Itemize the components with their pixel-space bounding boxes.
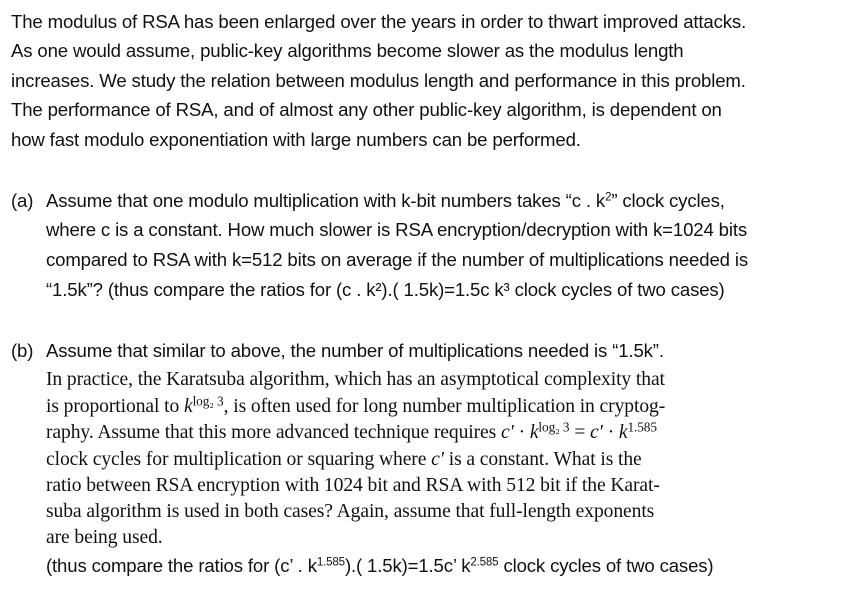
intro-line-3: increases. We study the relation between modulus length and performance in this problem. bbox=[11, 70, 746, 91]
serif-line-3-text: raphy. Assume that this more advanced technique requires bbox=[46, 422, 501, 443]
part-b-last-line bbox=[46, 557, 713, 576]
part-b-serif-line-1: In practice, the Karatsuba algorithm, which has an asymptotical complexity that bbox=[46, 369, 665, 390]
math-c-prime: c′ bbox=[590, 422, 603, 443]
part-a-line-4: “1.5k”? (thus compare the ratios for (c . k²).( 1.5k)=1.5c k³ clock cycles of two cases) bbox=[46, 279, 725, 300]
part-b-label: (b) bbox=[11, 340, 34, 361]
part-b-serif-line-6: suba algorithm is used in both cases? Again, assume that full-length exponents bbox=[46, 501, 655, 522]
math-dot: · bbox=[602, 422, 619, 443]
part-a-line-1-text: Assume that one modulo multiplication with k-bit numbers takes “c . k bbox=[46, 190, 606, 211]
last-line-superscript-1: 1.585 bbox=[316, 556, 345, 569]
math-k: k bbox=[529, 422, 539, 443]
last-line-tail: clock cycles of two cases) bbox=[498, 555, 714, 576]
last-line-superscript-2: 2.585 bbox=[470, 556, 499, 569]
part-b-line-1: Assume that similar to above, the number of multiplications needed is “1.5k”. bbox=[46, 340, 664, 361]
part-a-label: (a) bbox=[11, 190, 34, 211]
serif-line-4-text: clock cycles for multiplication or squaring where bbox=[46, 449, 432, 470]
math-equals: = bbox=[569, 422, 591, 443]
math-exponent: log₂ 3 bbox=[538, 419, 570, 435]
part-b-serif-line-7: are being used. bbox=[46, 527, 163, 548]
intro-line-5: how fast modulo exponentiation with large numbers can be performed. bbox=[11, 129, 581, 150]
last-line-text: (thus compare the ratios for (c’ . k bbox=[46, 555, 317, 576]
part-a-line-1-tail: ” clock cycles, bbox=[611, 190, 725, 211]
part-a-line-3: compared to RSA with k=512 bits on average if the number of multiplications needed is bbox=[46, 249, 748, 270]
intro-line-4: The performance of RSA, and of almost any other public-key algorithm, is dependent on bbox=[11, 99, 722, 120]
last-line-middle: ).( 1.5k)=1.5c’ k bbox=[344, 555, 471, 576]
part-b-serif-line-3 bbox=[46, 419, 657, 443]
part-a-line-1 bbox=[46, 192, 725, 211]
math-exponent: 1.585 bbox=[627, 419, 657, 435]
math-k: k bbox=[618, 422, 628, 443]
part-b-serif-line-4 bbox=[46, 450, 642, 470]
serif-line-4-tail: is a constant. What is the bbox=[443, 449, 642, 470]
math-c-prime: c′ bbox=[431, 449, 444, 470]
serif-line-2-tail: , is often used for long number multiplication in cryptog- bbox=[223, 396, 666, 417]
math-dot: · bbox=[513, 422, 530, 443]
math-k: k bbox=[183, 396, 193, 417]
part-a-line-1-superscript: 2 bbox=[605, 191, 612, 204]
math-exponent: log₂ 3 bbox=[192, 393, 224, 409]
part-b-serif-line-2 bbox=[46, 393, 666, 417]
part-a-line-2: where c is a constant. How much slower is RSA encryption/decryption with k=1024 bits bbox=[46, 219, 748, 240]
intro-line-1: The modulus of RSA has been enlarged over the years in order to thwart improved attacks. bbox=[11, 11, 747, 32]
intro-line-2: As one would assume, public-key algorithms become slower as the modulus length bbox=[11, 40, 684, 61]
serif-line-2-text: is proportional to bbox=[46, 396, 184, 417]
math-c-prime: c′ bbox=[500, 422, 514, 443]
part-b-serif-line-5: ratio between RSA encryption with 1024 bit and RSA with 512 bit if the Karat- bbox=[46, 475, 660, 496]
